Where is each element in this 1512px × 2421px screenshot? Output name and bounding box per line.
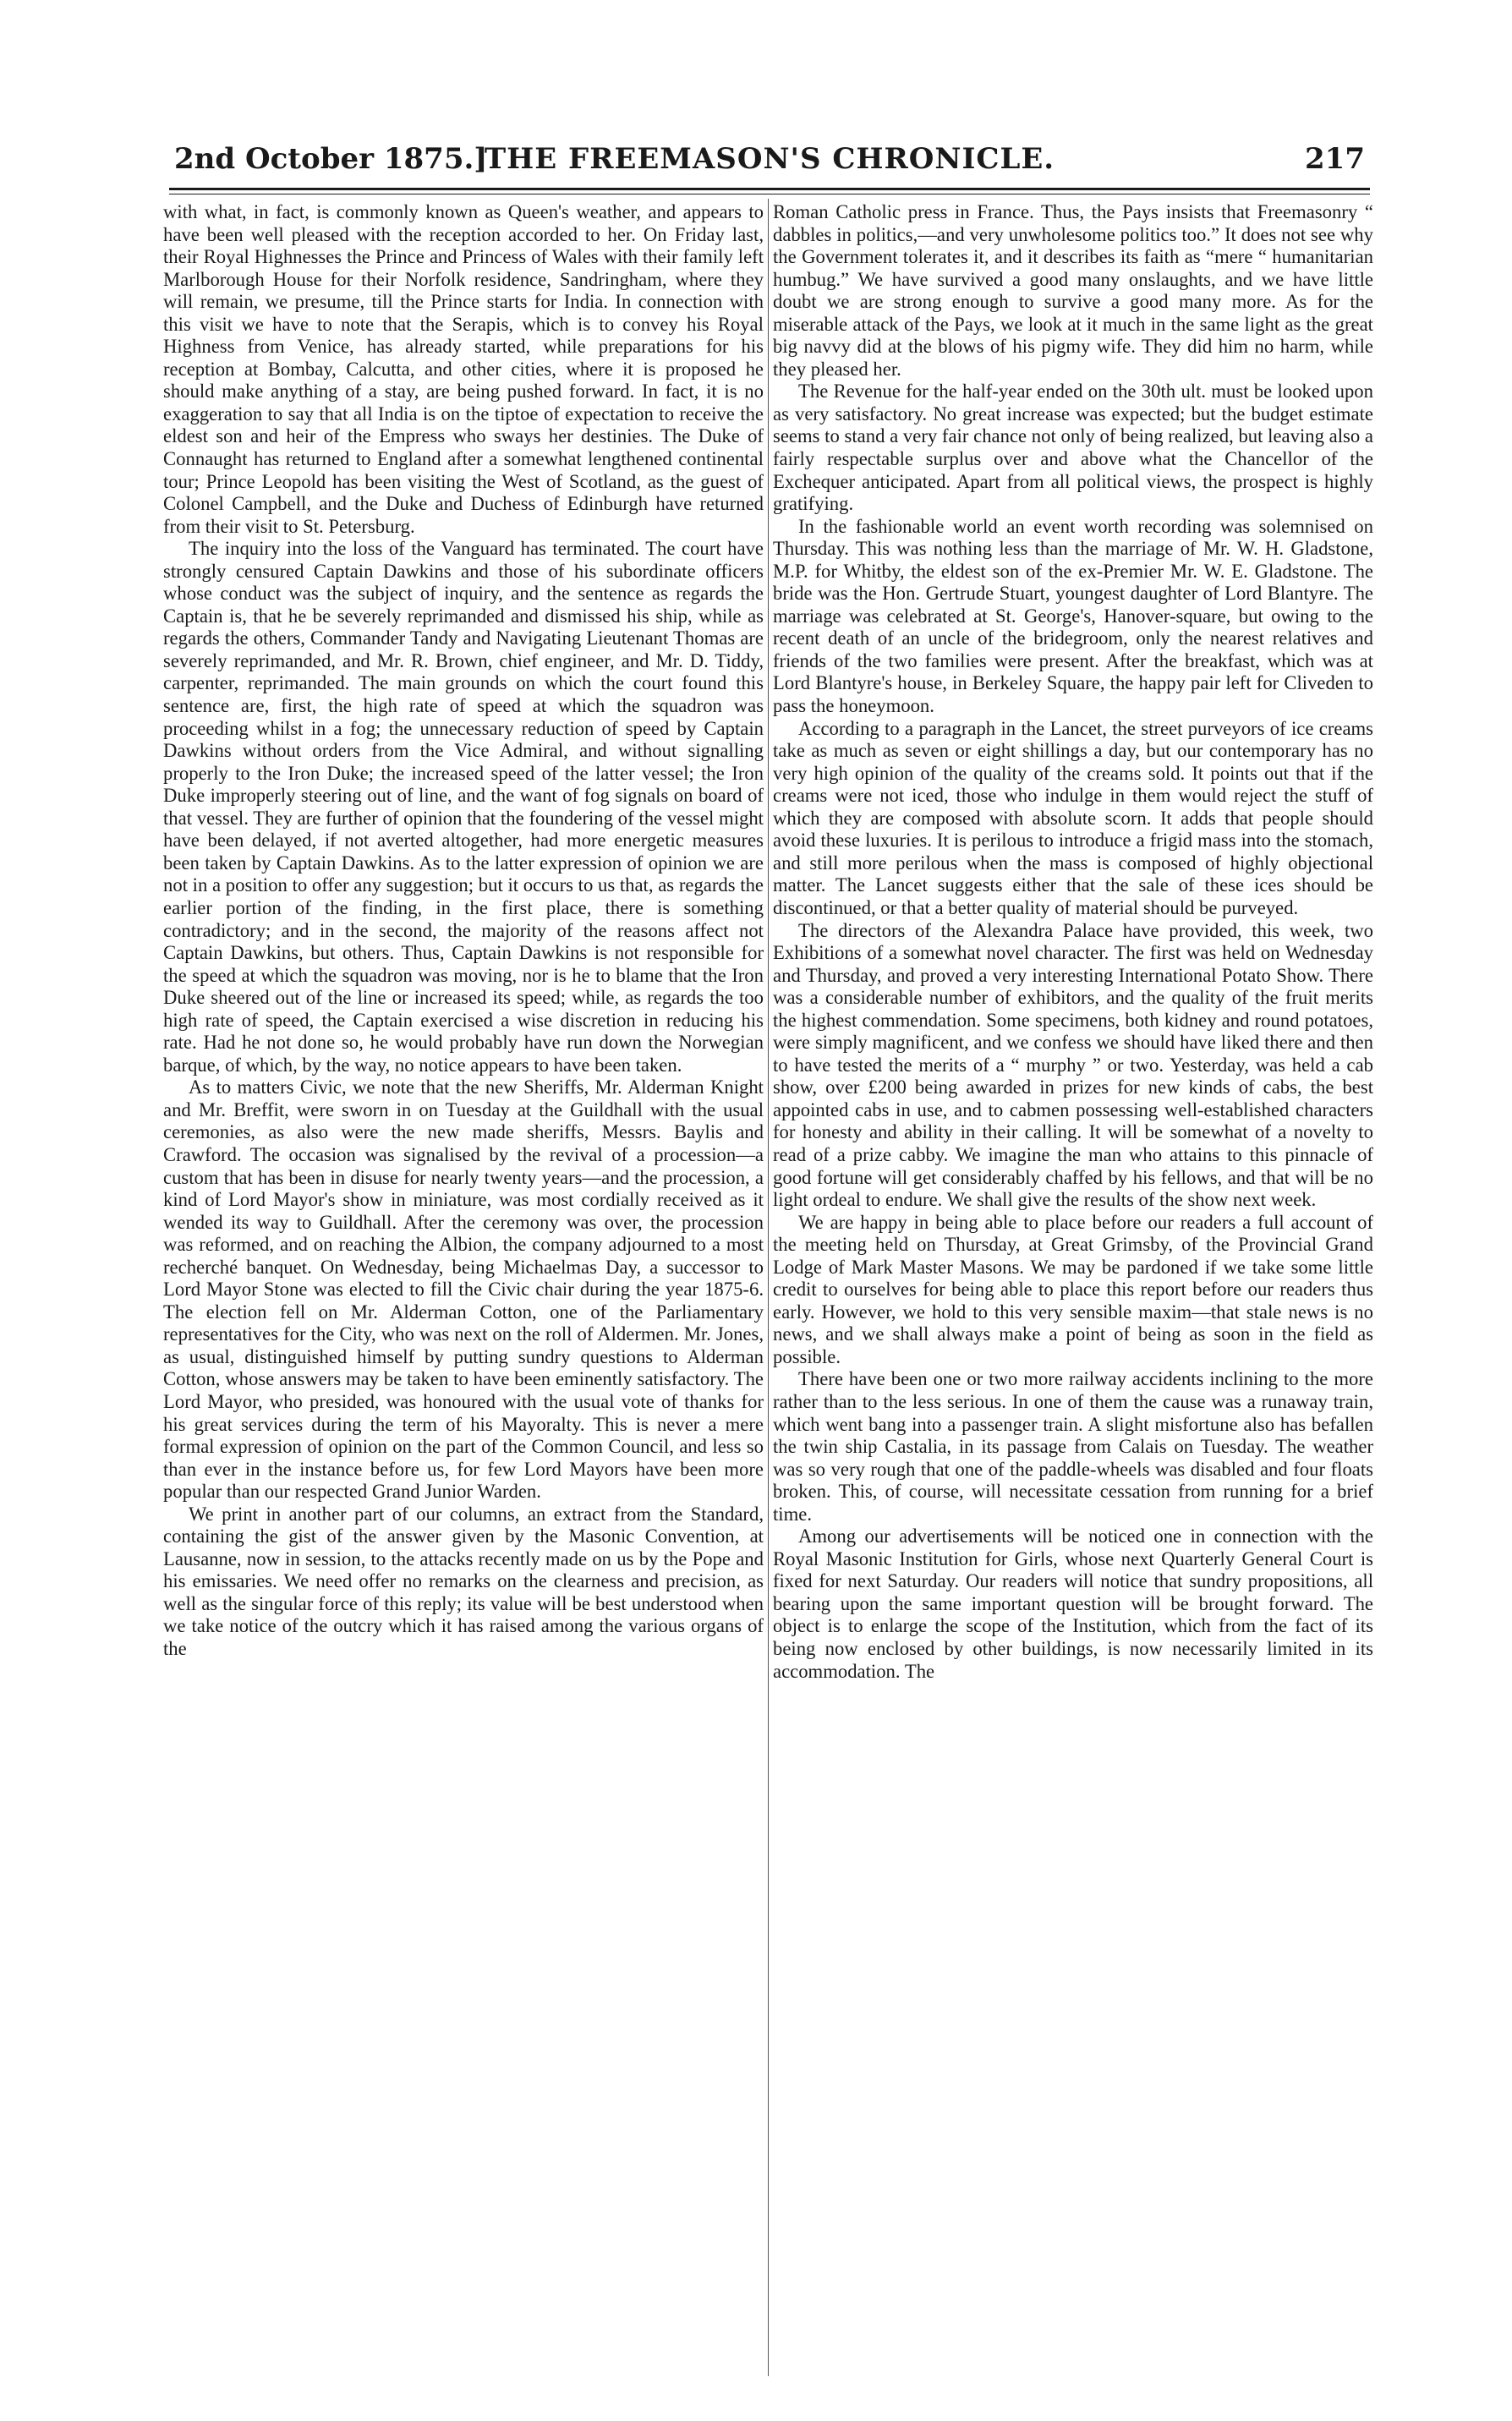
paragraph: In the fashionable world an event worth recording was solemnised on Thursday. This was nothing less than the marriage of Mr. W. H. Gladstone, M.P. for Whitby, the eldest son of the ex-Premier Mr. W. E. Gladstone. The bride was the Hon. Gertrude Stuart, youngest daughter of Lord Blantyre. The marriage was celebrated at St. George's, Hanover-square, but owing to the recent death of an uncle of the bridegroom, only the nearest relatives and friends of the two families were present. After the breakfast, which was at Lord Blantyre's house, in Berkeley Square, the happy pair left for Cliveden to pass the honeymoon. (773, 515, 1373, 717)
paragraph: The directors of the Alexandra Palace have provided, this week, two Exhibitions of a somewhat novel character. The first was held on Wednesday and Thursday, and proved a very interesting International Potato Show. There was a considerable number of exhibitors, and the quality of the fruit merits the highest commendation. Some specimens, both kidney and round potatoes, were simply magnificent, and we confess we should have liked there and then to have tested the merits of a “ murphy ” or two. Yesterday, was held a cab show, over £200 being awarded in prizes for new kinds of cabs, the best appointed cabs in use, and to cabmen possessing well-established characters for honesty and ability in their calling. It will be somewhat of a novelty to read of a prize cabby. We imagine the man who attains to this pinnacle of good fortune will get considerably chaffed by his fellows, and that will be no light ordeal to endure. We shall give the results of the show next week. (773, 919, 1373, 1211)
column-divider (768, 199, 769, 2376)
publication-title: THE FREEMASON'S CHRONICLE. (484, 142, 1055, 176)
paragraph: The Revenue for the half-year ended on the 30th ult. must be looked upon as very satisfactory. No great increase was expected; but the budget estimate seems to stand a very fair chance not only of being realized, but leaving also a fairly respectable surplus over and above what the Chancellor of the Exchequer anticipated. Apart from all political views, the prospect is highly gratifying. (773, 381, 1373, 515)
header-rule (169, 188, 1370, 190)
paragraph: We print in another part of our columns, an extract from the Standard, containing the gist of the answer given by the Masonic Convention, at Lausanne, now in session, to the attacks recently made on us by the Pope and his emissaries. We need offer no remarks on the clearness and precision, as well as the singular force of this reply; its value will be best understood when we take notice of the outcry which it has raised among the various organs of the (163, 1503, 764, 1659)
left-column (163, 201, 764, 2374)
paragraph: There have been one or two more railway accidents inclining to the more rather than to the less serious. In one of them the cause was a runaway train, which went bang into a passenger train. A slight misfortune also has befallen the twin ship Castalia, in its passage from Calais on Tuesday. The weather was so very rough that one of the paddle-wheels was disabled and four floats broken. This, of course, will necessitate cessation from running for a brief time. (773, 1368, 1373, 1525)
right-column (773, 201, 1373, 2374)
paragraph: As to matters Civic, we note that the new Sheriffs, Mr. Alderman Knight and Mr. Breffit, were sworn in on Tuesday at the Guildhall with the usual ceremonies, as also were the new made sheriffs, Messrs. Baylis and Crawford. The occasion was signalised by the revival of a procession—a custom that has been in disuse for nearly twenty years—and the procession, a kind of Lord Mayor's show in miniature, was most cordially received as it wended its way to Guildhall. After the ceremony was over, the procession was reformed, and on reaching the Albion, the company adjourned to a most recherché banquet. On Wednesday, being Michaelmas Day, a successor to Lord Mayor Stone was elected to fill the Civic chair during the year 1875-6. The election fell on Mr. Alderman Cotton, one of the Parliamentary representatives for the City, who was next on the roll of Aldermen. Mr. Jones, as usual, distinguished himself by putting sundry questions to Alderman Cotton, whose answers may be taken to have been eminently satisfactory. The Lord Mayor, who presided, was honoured with the usual vote of thanks for his great services during the term of his Mayoralty. This is never a mere formal expression of opinion on the part of the Common Council, and less so than ever in the instance before us, for few Lord Mayors have been more popular than our respected Grand Junior Warden. (163, 1076, 764, 1503)
paragraph: We are happy in being able to place before our readers a full account of the meeting held on Thursday, at Great Grimsby, of the Provincial Grand Lodge of Mark Master Masons. We may be pardoned if we take some little credit to ourselves for being able to place this report before our readers thus early. However, we hold to this very sensible maxim—that stale news is no news, and we shall always make a point of being as soon in the field as possible. (773, 1211, 1373, 1367)
page-header (169, 134, 1370, 184)
paragraph: with what, in fact, is commonly known as Queen's weather, and appears to have been well pleased with the reception accorded to her. On Friday last, their Royal Highnesses the Prince and Princess of Wales with their family left Marlborough House for their Norfolk residence, Sandringham, where they will remain, we presume, till the Prince starts for India. In connection with this visit we have to note that the Serapis, which is to convey his Royal Highness from Venice, has already started, while preparations for his reception at Bombay, Calcutta, and other cities, where it is proposed he should make anything of a stay, are being pushed forward. In fact, it is no exaggeration to say that all India is on the tiptoe of expectation to receive the eldest son and heir of the Empress who sways her destinies. The Duke of Connaught has returned to England after a somewhat lengthened continental tour; Prince Leopold has been visiting the West of Scotland, as the guest of Colonel Campbell, and the Duke and Duchess of Edinburgh have returned from their visit to St. Petersburg. (163, 201, 764, 537)
paragraph: According to a paragraph in the Lancet, the street purveyors of ice creams take as much as seven or eight shillings a day, but our contemporary has no very high opinion of the quality of the creams sold. It points out that if the creams were not iced, those who indulge in them would reject the stuff of which they are composed with absolute scorn. It adds that people should avoid these luxuries. It is perilous to introduce a frigid mass into the stomach, and still more perilous when the mass is composed of highly objectional matter. The Lancet suggests either that the sale of these ices should be discontinued, or that a better quality of material should be purveyed. (773, 717, 1373, 918)
paragraph: Roman Catholic press in France. Thus, the Pays insists that Freemasonry “ dabbles in politics,—and very unwholesome politics too.” It does not see why the Government tolerates it, and it describes its faith as “mere “ humanitarian humbug.” We have survived a good many onslaughts, and we have little doubt we are strong enough to survive a good many more. As for the miserable attack of the Pays, we look at it much in the same light as the great big navvy did at the blows of his pigmy wife. They did him no harm, while they pleased her. (773, 201, 1373, 380)
paragraph: The inquiry into the loss of the Vanguard has terminated. The court have strongly censured Captain Dawkins and those of his subordinate officers whose conduct was the subject of inquiry, and the sentence as regards the Captain is, that he be severely reprimanded and dismissed his ship, while as regards the others, Commander Tandy and Navigating Lieutenant Thomas are severely reprimanded, and Mr. R. Brown, chief engineer, and Mr. D. Tiddy, carpenter, reprimanded. The main grounds on which the court found this sentence are, first, the high rate of speed at which the squadron was proceeding whilst in a fog; the unnecessary reduction of speed by Captain Dawkins without orders from the Vice Admiral, and without signalling properly to the Iron Duke; the increased speed of the latter vessel; the Iron Duke improperly steering out of line, and the want of fog signals on board of that vessel. They are further of opinion that the foundering of the vessel might have been delayed, if not averted altogether, had more energetic measures been taken by Captain Dawkins. As to the latter expression of opinion we are not in a position to offer any suggestion; but it occurs to us that, as regards the earlier portion of the finding, in the first place, there is something contradictory; and in the second, the majority of the reasons affect not Captain Dawkins, but others. Thus, Captain Dawkins is not responsible for the speed at which the squadron was moving, nor is he to blame that the Iron Duke sheered out of the line or increased its speed; while, as regards the too high rate of speed, the Captain exercised a wise discretion in reducing his rate. Had he not done so, he would probably have run down the Norwegian barque, of which, by the way, no notice appears to have been taken. (163, 538, 764, 1076)
page-number: 217 (1305, 142, 1365, 176)
paragraph: Among our advertisements will be noticed one in connection with the Royal Masonic Institution for Girls, whose next Quarterly General Court is fixed for next Saturday. Our readers will notice that sundry propositions, all bearing upon the same important question will be brought forward. The object is to enlarge the scope of the Institution, which from the fact of its being now enclosed by other buildings, is now necessarily limited in its accommodation. The (773, 1525, 1373, 1682)
issue-date: 2nd October 1875.] (174, 142, 488, 176)
